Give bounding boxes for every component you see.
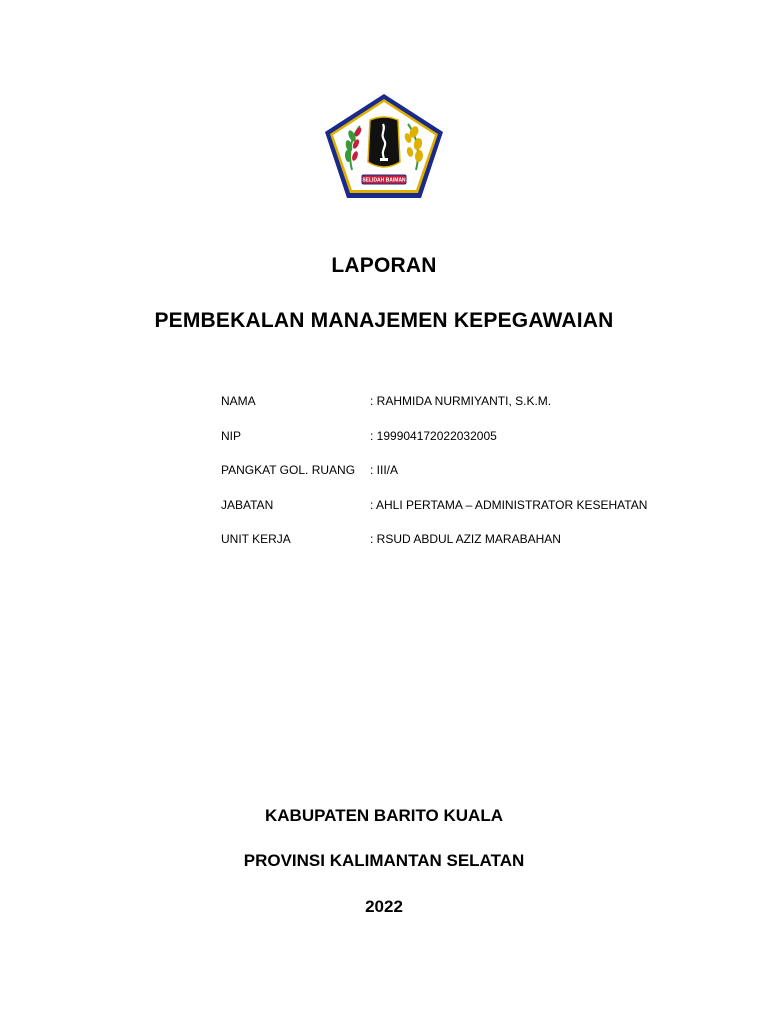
- report-title: LAPORAN: [331, 254, 437, 277]
- info-label: NAMA: [221, 394, 256, 408]
- info-value: : 199904172022032005: [370, 428, 497, 443]
- info-label: JABATAN: [221, 497, 274, 512]
- province-name: PROVINSI KALIMANTAN SELATAN: [243, 851, 525, 870]
- info-label: UNIT KERJA: [221, 532, 291, 546]
- info-label: PANGKAT GOL. RUANG: [221, 463, 356, 477]
- info-value: : III/A: [370, 463, 399, 477]
- regency-name: KABUPATEN BARITO KUALA: [265, 806, 503, 825]
- info-value: : RSUD ABDUL AZIZ MARABAHAN: [370, 532, 561, 546]
- report-subtitle: PEMBEKALAN MANAJEMEN KEPEGAWAIAN: [154, 309, 614, 332]
- info-label: NIP: [221, 428, 242, 443]
- motto-text: SELIDAH BAIMAN: [362, 177, 406, 184]
- report-year: 2022: [365, 897, 403, 916]
- info-value: : AHLI PERTAMA – ADMINISTRATOR KESEHATAN: [370, 497, 648, 512]
- info-value: : RAHMIDA NURMIYANTI, S.K.M.: [370, 394, 552, 408]
- regency-emblem-icon: [322, 92, 446, 200]
